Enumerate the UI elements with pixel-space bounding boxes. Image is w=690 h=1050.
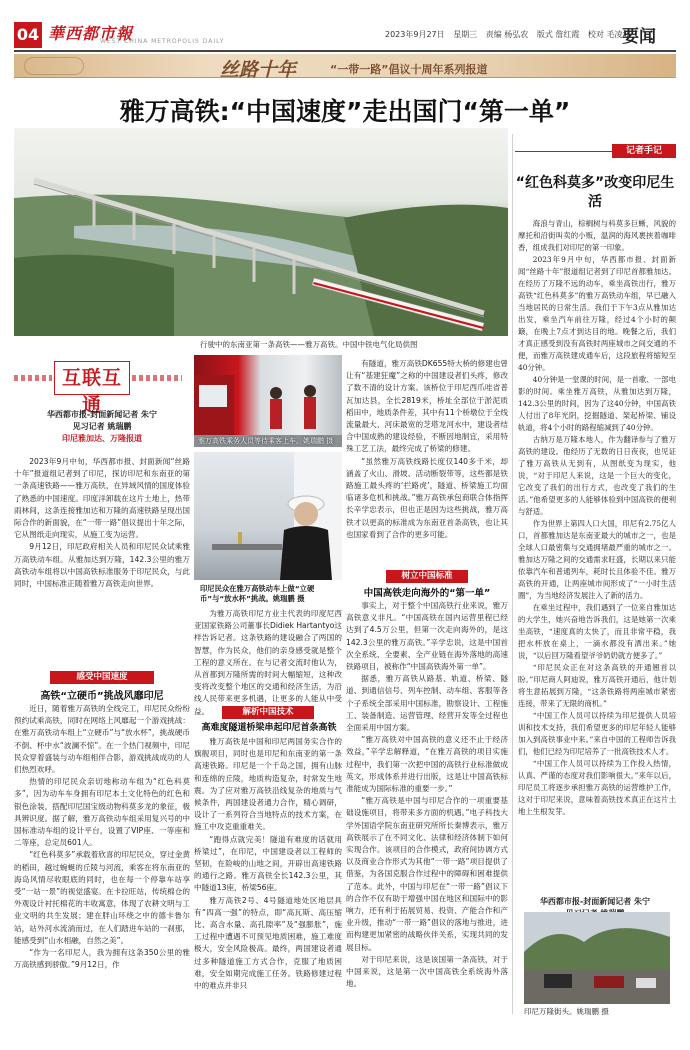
col3-body2 bbox=[346, 600, 508, 1032]
paragraph: 为雅万高铁印尼方业主代表的印度尼西亚国家铁路公司董事长Didiek Hartantyo这样告诉记者。这条铁路的建设融合了两国的智慧，作为民众，他们的亲身感受就是整个工程的意义所在。在与记者交流时他认为，从首都到万隆所需的时间大幅缩短，这种改变将改变整个地区的交通和经济生活，为沿线人民带来更多机遇，让更多的人能从中受益。 bbox=[194, 609, 342, 716]
paragraph: 雅万高铁是中国和印尼两国务实合作的旗舰项目，同时也是印尼和东南亚的第一条高速铁路。印尼是一个千岛之国，拥有山脉和连绵的丘陵，地质构造复杂，时常发生地震。为了应对雅万高铁沿线复杂的地质与气候条件，两国建设者通力合作，精心调研，设计了一系列符合当地特点的技术方案，在施工中攻克重重难关。 bbox=[194, 737, 342, 832]
issue-meta bbox=[385, 29, 636, 40]
banner-subtitle: “一带一路”倡议十周年系列报道 bbox=[330, 63, 488, 76]
headline: 雅万高铁:“中国速度”走出国门“第一单” bbox=[119, 97, 571, 126]
banner-ornament bbox=[24, 57, 84, 75]
paragraph: 在乘坐过程中，我们遇到了一位来自雅加达的大学生，她兴奋地告诉我们，这是她第一次乘坐高铁，“速度真的太快了，而且非常平稳，我把水杯放在桌上，一滴水都没有洒出来。”她说，“以后回万隆看望爷爷奶奶就方便多了。” bbox=[518, 603, 676, 660]
photo3-caption: 印尼民众在雅万高铁动车上做“立硬币”与“放水杯”挑战。姚瑞鹏 摄 bbox=[200, 584, 315, 603]
notes-tag: 记者手记 bbox=[612, 144, 676, 158]
col2-body2 bbox=[194, 736, 342, 1032]
paragraph: 近日，随着雅万高铁的全线完工，印尼民众纷纷预约试乘高铁，同时在网络上风靡起一个游戏挑战：在雅万高铁动车组上“立硬币”与“放水杯”，挑战硬币不倒、杯中水“波澜不惊”。在一个热门视频中，印尼民众穿着盛装与动车组相伴合影，游戏挑战成功的人们热烈欢呼。 bbox=[14, 704, 190, 775]
paragraph: “印尼民众正在对这条高铁的开通翘首以盼。”印尼商人阿迪说，雅万高铁开通后，他计划将生意拓展到万隆，“这条铁路将两座城市紧密连接，带来了无限的商机。” bbox=[518, 663, 676, 708]
hero-illustration bbox=[14, 128, 508, 336]
paragraph: 2023年9月中旬，华西都市报、封面新闻“丝路十年”报道组记者到了印尼，探访印尼和东南亚的第一条高速铁路——雅万高铁，在异域风情的国度体验了熟悉的中国速度。印度洋卸载在这片土地上，热带雨林间，这条连接雅加达和万隆的高速铁路呈现出国际合作的新面貌，在“一带一路”倡议提出十年之际，它从图纸走向现实，从施工变为运营。 bbox=[14, 457, 190, 540]
byline-dateline: 印尼雅加达、万隆报道 bbox=[62, 434, 142, 443]
paragraph: “雅万高铁是中国与印尼合作的一项重要基础设施项目，将带来多方面的机遇。”电子科技大学外国语学院东南亚研究所所长秦博表示，雅万高铁展示了在不同文化、法律和经济体制下如何实现合作。该项目的合作模式，政府间协调方式以及商业合作形式为其他“一带一路”项目提供了借鉴，为各国克服合作过程中的障碍和困难提供了范本。此外，中国与印尼在“一带一路”倡议下的合作不仅有助于增强中国在地区和国际中的影响力，还有利于拓展贸易、投资、产能合作和产业升级，推动“一带一路”倡议的落地与推进，进而构建更加紧密的战略伙伴关系，实现共同的发展目标。 bbox=[346, 796, 508, 952]
photo2-caption: 雅万高铁乘务人员等待乘客上车。姚瑞鹏 摄 bbox=[198, 437, 334, 445]
paragraph: 对于印尼来说，这是该国第一条高铁，对于中国来说，这是第一次中国高铁全系统海外落地。 bbox=[346, 954, 508, 989]
notes-byline-line1: 华西都市报-封面新闻记者 朱宁 bbox=[539, 897, 651, 906]
page-number: 04 bbox=[14, 22, 42, 48]
paragraph: 9月12日，印尼政府相关人员和印尼民众试乘雅万高铁动车组。从雅加达到万隆，142.3公里的雅万高铁动车组将以中国高铁标准服务于印尼民众，与此同时，中国标准正随着雅万高铁走向世界。 bbox=[14, 542, 190, 589]
brand-deco-left bbox=[14, 375, 52, 381]
coin-challenge-illustration bbox=[194, 452, 342, 580]
paragraph: 海浪与青山，棕榈树与科莫多巨蜥，风貌的摩托和沿街叫卖的小贩，温润的海风裹挟着咖啡香，组成我们对印尼的第一印象。 bbox=[518, 219, 676, 252]
subhead-label: 树立中国标准 bbox=[386, 570, 468, 583]
paragraph: “虽然雅万高铁线路长度仅140多千米，却涵盖了火山、滑坡、活动断裂带等，这些都是铁路施工最头疼的‘拦路虎’，隧道、桥梁施工均面临诸多危机和挑战。”雅万高铁承包商联合体指挥长辛学忠表示，但也正是因为这些挑战，雅万高铁才以更高的标准成为东南亚首条高铁，也让其也国家看到了合作的更多可能。 bbox=[346, 456, 508, 539]
brand-box: 互联互通 bbox=[61, 367, 122, 416]
col3-body bbox=[346, 358, 508, 566]
paragraph: 有隧道，雅万高铁DK655特大桥的修建也曾让有“基建狂魔”之称的中国建设者们头疼，修改了数不清的设计方案。该桥位于印尼西爪哇省普瓦加达县，全长2819米，桥址全部位于淤泥质稻田中，地质条件差，其中有11个桥墩位于全线流量最大、河床最宽的芝塔龙河水中，建设者结合中国成熟的建设经验，不断因地制宜，采用特殊工艺工法，最终完成了桥梁的修建。 bbox=[346, 359, 509, 454]
paragraph: 事实上，对于整个中国高铁行业来说，雅万高铁意义非凡。“中国高铁在国内运营里程已经达到了4.5万公里，但第一次走向海外的，是这142.3公里的雅万高铁。”辛学忠说，这是中国首次全系统、全要素、全产业链在海外落地的高速铁路项目，被称作“中国高铁海外第一单”。 bbox=[346, 601, 508, 672]
newspaper-name: 華西都市報 bbox=[48, 24, 134, 43]
header-rule bbox=[14, 50, 676, 52]
section-name: 要闻 bbox=[622, 27, 656, 47]
subhead-title: 高铁“立硬币”挑战风靡印尼 bbox=[40, 691, 164, 702]
banner-title: 丝路十年 bbox=[220, 59, 297, 81]
notes-body bbox=[518, 218, 676, 902]
paragraph: 40分钟是一堂课的时间，是一首歌、一部电影的时间。乘坐雅万高铁，从雅加达到万隆，142.3公里的时间，因为了这40分钟，中国高铁人付出了8年光阴，挖掘隧道、架起桥梁、铺设轨道，将4个小时的路程缩减到了40分钟。 bbox=[518, 375, 676, 432]
col1-body bbox=[14, 703, 190, 1031]
paragraph: “雅万高铁对中国高铁的意义还不止于经济效益，”辛学忠解释道，“在雅万高铁的项目实施过程中，我们第一次把中国的高铁行业标准做成英文，形成体系并进行出版，这是让中国高铁标准能成为国际标准的重要一步。” bbox=[346, 735, 508, 794]
paragraph: 古纳万是万隆本地人，作为翻译参与了雅万高铁的建设。他经历了无数的日日夜夜，也见证了雅万高铁从无到有，从图纸变为现实，他说，“对于印尼人来说，这是一个巨大的变化，它改变了我们的出行方式，也改变了我们的生活。”他希望更多的人能够体验到中国高铁的便利与舒适。 bbox=[518, 435, 676, 516]
paragraph: 作为世界上第四人口大国，印尼有2.75亿人口，首都雅加达是东南亚最大的城市之一，也是全球人口最密集与交通拥堵最严重的城市之一。雅加达万隆之间的交通需求旺盛，长期以来只能依靠汽车和普通列车，耗时长且体验不佳。雅万高铁的开通，让两座城市间形成了“一小时生活圈”，为当地经济发展注入了新的活力。 bbox=[518, 519, 676, 600]
proof-credit: 校对 毛凌波 bbox=[587, 30, 631, 39]
notes-photo-caption: 印尼万隆街头。姚瑞鹏 摄 bbox=[524, 1007, 609, 1016]
issue-weekday: 星期三 bbox=[453, 30, 478, 39]
col1-intro bbox=[14, 456, 190, 666]
paragraph: “跑得点就完美！隧道有难度的话就用桥梁过”，在印尼，中国建设者以工程师的坚韧，在险峻的山地之间，开辟出高速铁路的通行之路。雅万高铁全长142.3公里，其中隧道13座，桥梁56座。 bbox=[194, 834, 342, 893]
photo-coin-challenge bbox=[194, 452, 342, 580]
notes-tag-rule bbox=[515, 151, 625, 152]
sidebar-divider bbox=[512, 134, 513, 1014]
notes-title: “红色科莫多”改变印尼生活 bbox=[515, 175, 675, 210]
byline-line2: 见习记者 姚瑞鹏 bbox=[72, 422, 132, 431]
byline-line1: 华西都市报-封面新闻记者 朱宁 bbox=[46, 410, 158, 419]
subhead-title: 高难度隧道桥梁串起印尼首条高铁 bbox=[201, 723, 337, 733]
paragraph: 雅万高铁2号、4号隧道地处区地层具有“四高一强”的特点，即“高瓦斯、高压缩比、高含水量、高孔隙率”及“强膨胀”，施工过程中遭遇不可预见地质困难，施工难度极大，安全风险极高。最终，两国建设者通过多种隧道施工方式合作，克服了地质困难，安全如期完成施工任务。铁路修建过程中的难点并非只 bbox=[194, 895, 342, 991]
newspaper-name-en: WEST CHINA METROPOLIS DAILY bbox=[100, 38, 225, 45]
paragraph: “红色科莫多”承载着欣喜的印尼民众，穿过金黄的稻田，越过蜿蜒的丘陵与河流，乘客在将东南亚的海岛风情尽收眼底的同时，也在每一个停靠车站享受“一站一景”的视觉盛宴。在卡拉旺站，传统棉仓的外观设计衬托棉花的丰收寓意，体现了农耕文明与工业文明的共生发展；建在胖山环绕之中的德卡鲁尔站，站外河水流淌而过，在人们踏进车站的一刹那，能感受到“山水相融，自然之美”。 bbox=[14, 850, 190, 945]
byline bbox=[14, 409, 190, 445]
brand-deco-right bbox=[132, 375, 182, 381]
paragraph: “作为一名印尼人，我为拥有这条350公里的雅万高铁感到骄傲。”9月12日，作 bbox=[14, 948, 190, 970]
paragraph: 据悉，雅万高铁从路基、轨道、桥梁、隧道、到通信信号、列车控制、动车组、客服等各个子系统全部采用中国标准，勘察设计、工程施工、装备制造、运营管理、经营开发等全过程也全面采用中国方案。 bbox=[346, 674, 508, 733]
subhead-label: 解析中国技术 bbox=[222, 706, 314, 719]
paragraph: “中国工作人员可以持续为印尼提供人员培训和技术支持，我们希望更多的印尼年轻人能够加入到高铁事业中来。”来自中国的工程师告诉我们，他们已经为印尼培养了一批高铁技术人才。 bbox=[518, 711, 676, 756]
street-illustration bbox=[524, 912, 670, 1004]
issue-date: 2023年9月27日 bbox=[385, 30, 445, 39]
paragraph: 2023年9月中旬，华西都市报、封面新闻“丝路十年”报道组记者到了印尼首都雅加达。在经历了万隆不远的动车，乘坐高铁出行，雅万高铁“红色科莫多”的雅万高铁动车组，早已融入当地居民的日常生活。我们于下午3点从雅加达出发，乘坐汽车前往万隆，经过4个小时的颠簸，在晚上7点才到达目的地。晚餐之后，我们才真正感受到没有高铁时两座城市之间交通的不便，而雅万高铁建成通车后，这段旅程将缩短至40分钟。 bbox=[518, 255, 676, 372]
paragraph: “中国工作人员可以持续为工作投入热情，认真、严谨的态度对我们影响很大。”来年以后，印尼员工将逐步承担雅万高铁的运营维护工作，这对于印尼来说，意味着高铁技术真正在这片土地上生根发芽。 bbox=[518, 759, 676, 816]
paragraph: 热情的印尼民众亲切地称动车组为“红色科莫多”，因为动车车身拥有印尼本土文化特色的红色和银色涂装，搭配印尼国宝级动物科莫多龙的象征，极具辨识度。据了解，雅万高铁动车组采用复兴号的中国标准动车组的设计平台，设置了VIP座、一等座和二等座，总定员601人。 bbox=[14, 777, 190, 848]
hero-photo-train-bridge bbox=[14, 128, 508, 336]
subhead-label: 感受中国速度 bbox=[50, 671, 154, 684]
hero-caption: 行驶中的东南亚第一条高铁——雅万高铁。中国中铁电气化局供图 bbox=[200, 340, 418, 349]
photo-train-crew bbox=[194, 355, 342, 447]
layout-credit: 版式 詹红霞 bbox=[536, 30, 580, 39]
crew-illustration bbox=[194, 355, 342, 447]
subhead-title: 中国高铁走向海外的“第一单” bbox=[363, 588, 491, 599]
photo-bandung-street bbox=[524, 912, 670, 1004]
editor-credit: 责编 杨弘农 bbox=[485, 30, 529, 39]
